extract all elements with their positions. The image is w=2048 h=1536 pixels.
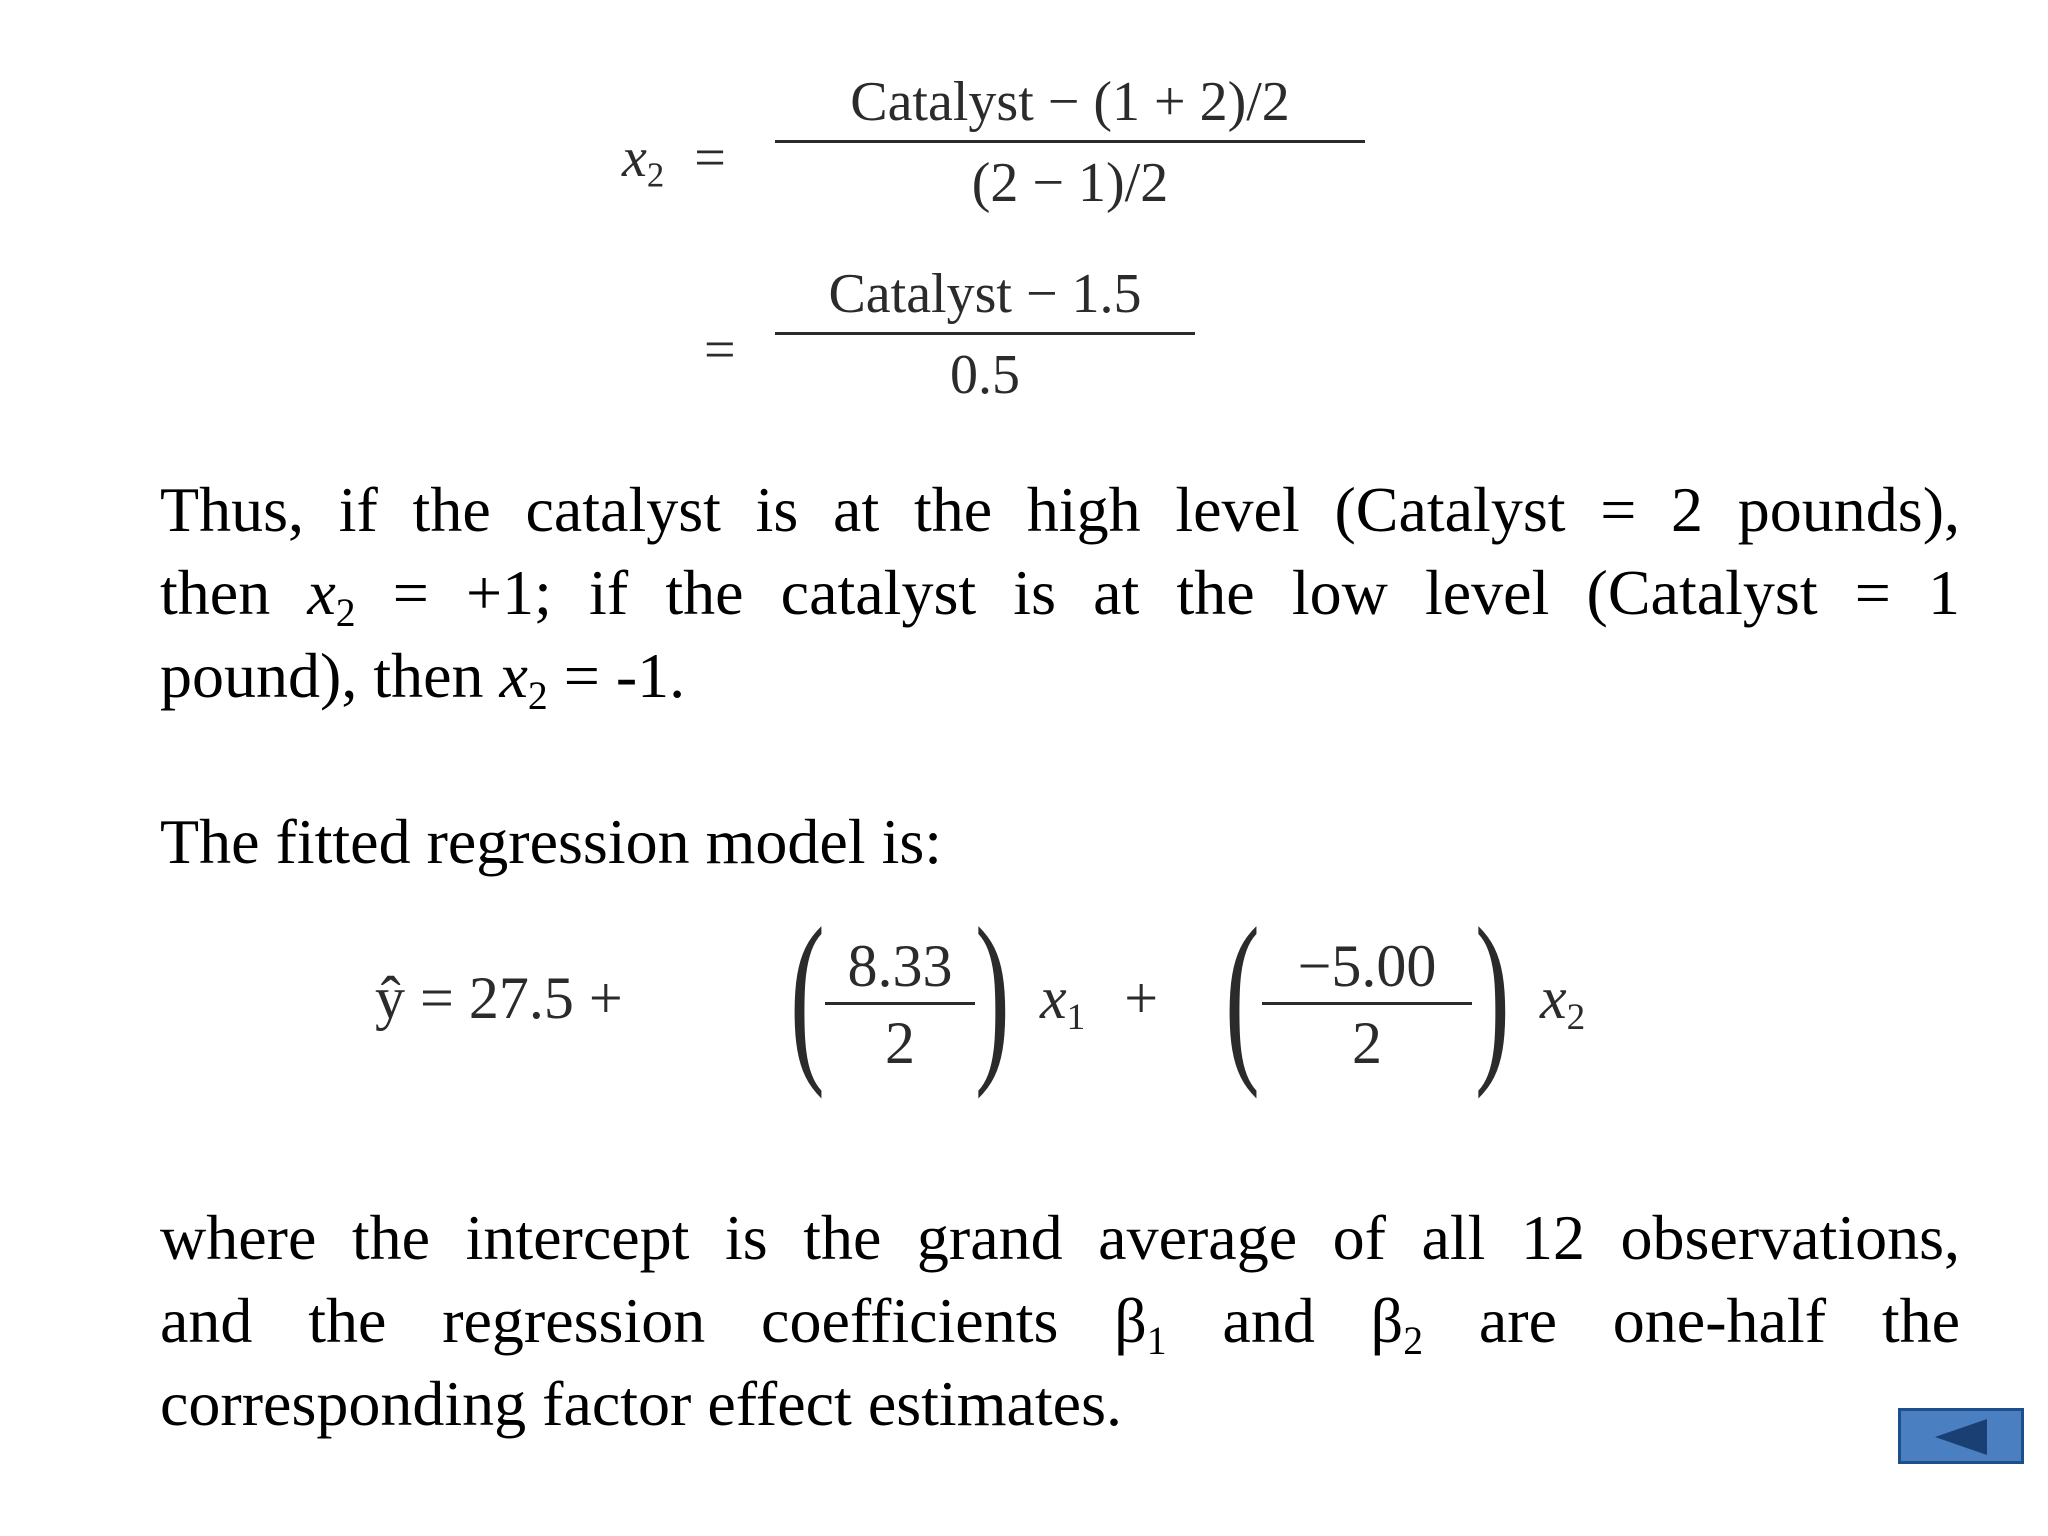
triangle-left-icon	[1935, 1419, 1987, 1455]
left-paren-1: (	[790, 890, 825, 1100]
fraction-numerator: Catalyst − 1.5	[828, 263, 1142, 325]
fraction-denominator: (2 − 1)/2	[971, 152, 1169, 214]
term-x1: $x_1$ +	[1040, 965, 1159, 1039]
regression-equation	[0, 880, 2048, 1140]
right-paren-2: )	[1475, 890, 1510, 1100]
paragraph-catalyst-levels	[160, 468, 1960, 717]
fraction-denominator: 0.5	[950, 344, 1020, 406]
paragraph-coefficients	[160, 1196, 1960, 1445]
paragraph-model-intro	[160, 800, 1960, 883]
fraction-bar	[775, 332, 1195, 335]
text-line: The fitted regression model is:	[160, 806, 943, 877]
equation-lhs: $x_2$ =	[622, 127, 726, 195]
text-line: Thus, if the catalyst is at the high level (Catalyst = 2 pounds),	[160, 474, 1960, 545]
fraction-definition	[775, 71, 1365, 214]
text-line: then $x_2 = +1$; if the catalyst is at the low level (Catalyst = 1	[160, 557, 1961, 635]
equation-lhs: ŷ = 27.5 +	[375, 965, 623, 1031]
coefficient-fraction-2: −5.00 2	[1262, 936, 1472, 1073]
term-x2: $x_2$	[1540, 965, 1586, 1039]
right-paren-1: )	[975, 890, 1010, 1100]
left-paren-2: (	[1225, 890, 1260, 1100]
coding-equation	[0, 0, 2048, 430]
fraction-simplified	[775, 263, 1195, 406]
fraction-numerator: Catalyst − (1 + 2)/2	[850, 71, 1290, 133]
text-line: pound), then $x_2 = -1$.	[160, 640, 686, 718]
fraction-bar	[775, 140, 1365, 143]
back-button[interactable]	[1898, 1408, 2024, 1464]
equation-equals-2: =	[704, 319, 736, 381]
coefficient-fraction-1: 8.33 2	[825, 936, 975, 1073]
text-line: and the regression coefficients $\beta_1$ and $\beta_2$ are one-half the	[160, 1285, 1961, 1363]
text-line: where the intercept is the grand average of all 12 observations,	[160, 1202, 1960, 1273]
text-line: corresponding factor effect estimates.	[160, 1368, 1122, 1439]
